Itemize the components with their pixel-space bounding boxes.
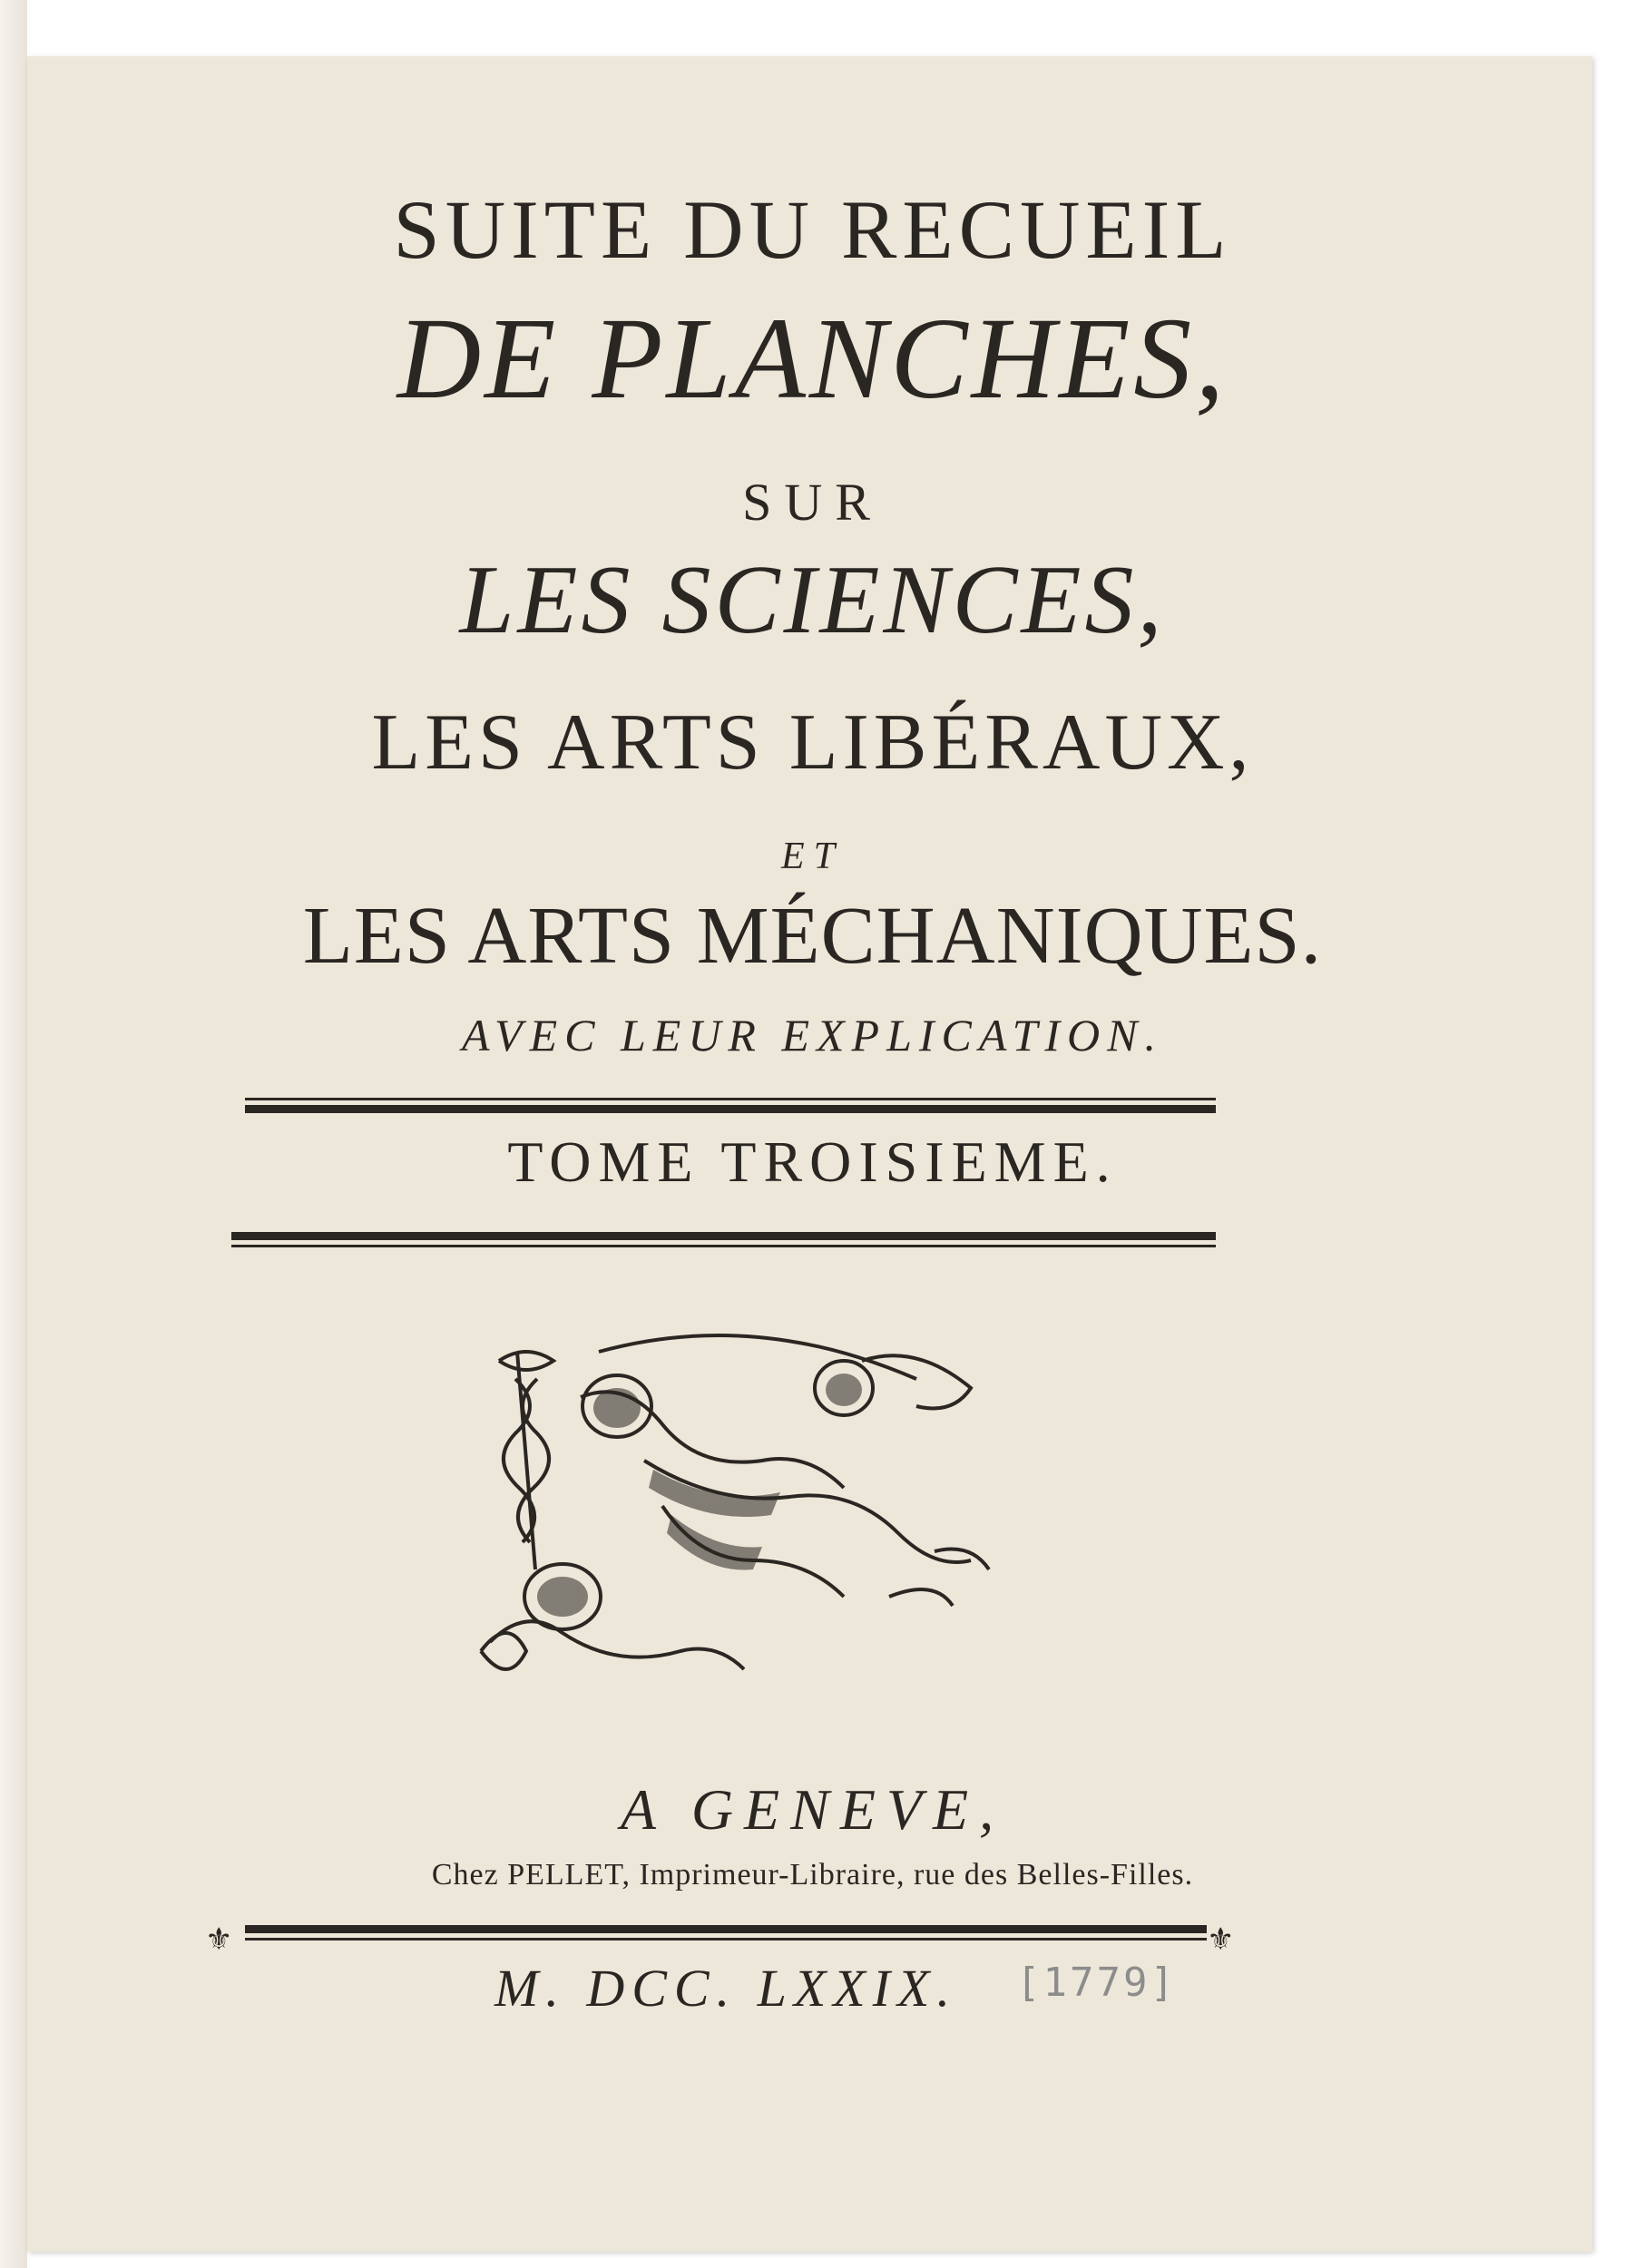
publication-year: M. DCC. LXXIX. <box>494 1959 957 2018</box>
printer-imprint: Chez PELLET, Imprimeur-Libraire, rue des Belles-Filles. <box>431 1858 1194 1892</box>
place-of-publication: A GENEVE, <box>620 1777 1005 1842</box>
rule-mid-thin <box>231 1245 1216 1247</box>
volume-label: TOME TROISIEME. <box>507 1129 1118 1194</box>
handwritten-year-note: [1779] <box>1016 1960 1177 2006</box>
title-line-5: LES ARTS LIBÉRAUX, <box>371 699 1254 787</box>
cherubs-with-caduceus-woodcut-icon <box>463 1325 1007 1706</box>
title-line-3: SUR <box>742 473 883 532</box>
rule-bottom-thick <box>245 1925 1207 1933</box>
title-line-8: AVEC LEUR EXPLICATION. <box>461 1010 1164 1061</box>
fleur-de-lis-right-icon: ⚜ <box>1207 1923 1235 1957</box>
title-line-6: ET <box>780 836 844 877</box>
rule-mid-thick <box>231 1232 1216 1240</box>
rule-top-thick <box>245 1105 1216 1113</box>
rule-bottom-thin <box>245 1938 1207 1941</box>
title-line-7: LES ARTS MÉCHANIQUES. <box>302 891 1323 981</box>
title-line-4: LES SCIENCES, <box>459 546 1166 654</box>
title-line-1: SUITE DU RECUEIL <box>393 183 1232 276</box>
title-line-2: DE PLANCHES, <box>396 294 1229 423</box>
fleur-de-lis-left-icon: ⚜ <box>205 1923 233 1957</box>
rule-top-thin <box>245 1098 1216 1100</box>
